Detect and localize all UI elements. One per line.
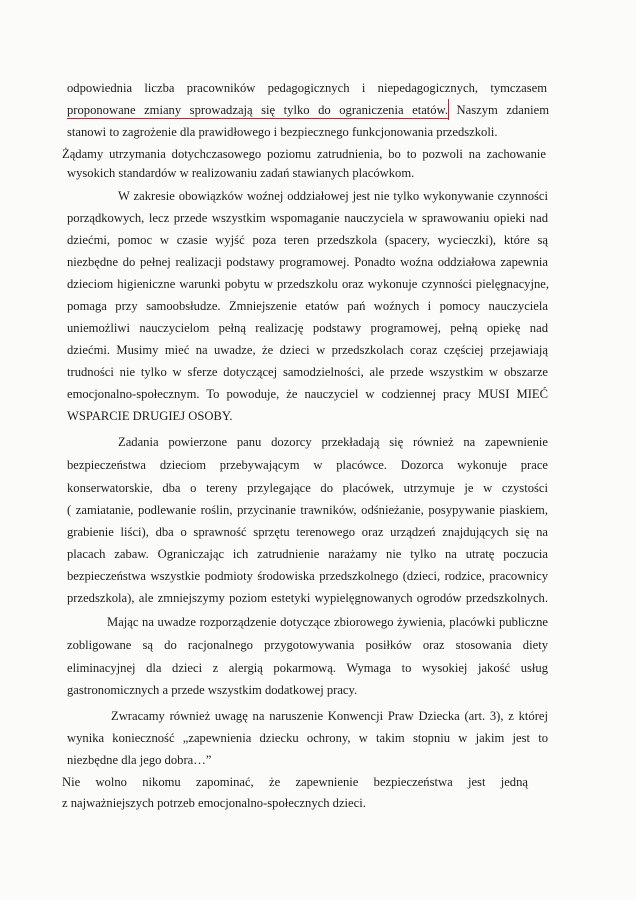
text-line-26: zobligowane są do racjonalnego przygotowywania posiłków oraz stosowania diety (67, 638, 548, 652)
text-line-25: Mając na uwadze rozporządzenie dotyczące zbiorowego żywienia, placówki publiczne (107, 615, 548, 629)
text-line-33: z najważniejszych potrzeb emocjonalno-społecznych dzieci. (62, 796, 366, 810)
text-line-4: Żądamy utrzymania dotychczasowego poziomu zatrudnienia, bo to pozwoli na zachowanie (62, 147, 546, 161)
text-line-5: wysokich standardów w realizowaniu zadań stawianych placówkom. (67, 166, 415, 180)
text-line-20: ( zamiatanie, podlewanie roślin, przycinanie trawników, odśnieżanie, posypywanie piaskiem, (67, 503, 548, 517)
text-line-28: gastronomicznych a przede wszystkim dodatkowej pracy. (67, 683, 358, 697)
text-line-8: dziećmi, pomoc w czasie wyjść poza teren przedszkola (spacery, wycieczki), które są (67, 233, 548, 247)
text-line-15: emocjonalno-społecznym. To powoduje, że nauczyciel w codziennej pracy MUSI MIEĆ (67, 387, 548, 401)
text-line-19: konserwatorskie, dba o tereny przylegające do placówek, utrzymuje je w czystości (67, 481, 548, 495)
text-line-30: wynika konieczność „zapewnienia dziecku ochrony, w takim stopniu w jakim jest to (67, 731, 548, 745)
text-line-7: porządkowych, lecz przede wszystkim wspomaganie nauczyciela w sprawowaniu opieki nad (67, 211, 548, 225)
text-line-32: Nie wolno nikomu zapominać, że zapewnienie bezpieczeństwa jest jedną (62, 775, 528, 789)
text-line-16: WSPARCIE DRUGIEJ OSOBY. (67, 409, 233, 423)
text-line-31: niezbędne dla jego dobra…” (67, 753, 212, 767)
red-underline-annotation (67, 118, 448, 119)
text-line-12: uniemożliwi nauczycielom pełną realizację podstawy programowej, pełną opiekę nad (67, 321, 548, 335)
text-line-6: W zakresie obowiązków woźnej oddziałowej jest nie tylko wykonywanie czynności (118, 189, 548, 203)
text-line-24: przedszkola), ale zmniejszymy poziom estetyki wypielęgnowanych ogrodów przedszkolnych. (67, 591, 548, 605)
text-line-18: bezpieczeństwa dzieciom przebywającym w placówce. Dozorca wykonuje prace (67, 458, 548, 472)
text-line-23: bezpieczeństwa wszystkie podmioty środowiska przedszkolnego (dzieci, rodzice, pracownicy (67, 569, 548, 583)
red-vertical-mark-annotation (448, 99, 449, 120)
text-line-17: Zadania powierzone panu dozorcy przekładają się również na zapewnienie (118, 435, 548, 449)
text-line-29: Zwracamy również uwagę na naruszenie Konwencji Praw Dziecka (art. 3), z której (111, 709, 548, 723)
text-line-27: eliminacyjnej dla dzieci z alergią pokarmową. Wymaga to wysokiej jakość usług (67, 661, 548, 675)
text-line-9: niezbędne do pełnej realizacji podstawy programowej. Ponadto woźna oddziałowa zapewnia (67, 255, 548, 269)
text-line-2: proponowane zmiany sprowadzają się tylko do ograniczenia etatów. Naszym zdaniem (67, 103, 549, 117)
text-line-22: placach zabaw. Ograniczając ich zatrudnienie narażamy nie tylko na utratę poczucia (67, 547, 548, 561)
text-line-10: dzieciom higieniczne warunki pobytu w przedszkolu oraz wykonuje czynności pielęgnacyjne, (67, 277, 549, 291)
text-line-1: odpowiednia liczba pracowników pedagogicznych i niepedagogicznych, tymczasem (67, 81, 547, 95)
text-line-3: stanowi to zagrożenie dla prawidłowego i bezpiecznego funkcjonowania przedszkoli. (67, 125, 498, 139)
text-line-14: trudności nie tylko w sferze dotyczącej samodzielności, ale przede wszystkim w obszarze (67, 365, 548, 379)
text-line-11: pomaga przy samoobsłudze. Zmniejszenie etatów pań woźnych i pomocy nauczyciela (67, 299, 548, 313)
text-line-21: grabienie liści), dba o sprawność sprzętu terenowego oraz urządzeń znajdujących się na (67, 525, 548, 539)
text-line-13: dziećmi. Musimy mieć na uwadze, że dzieci w przedszkolach coraz częściej przejawiają (67, 343, 548, 357)
